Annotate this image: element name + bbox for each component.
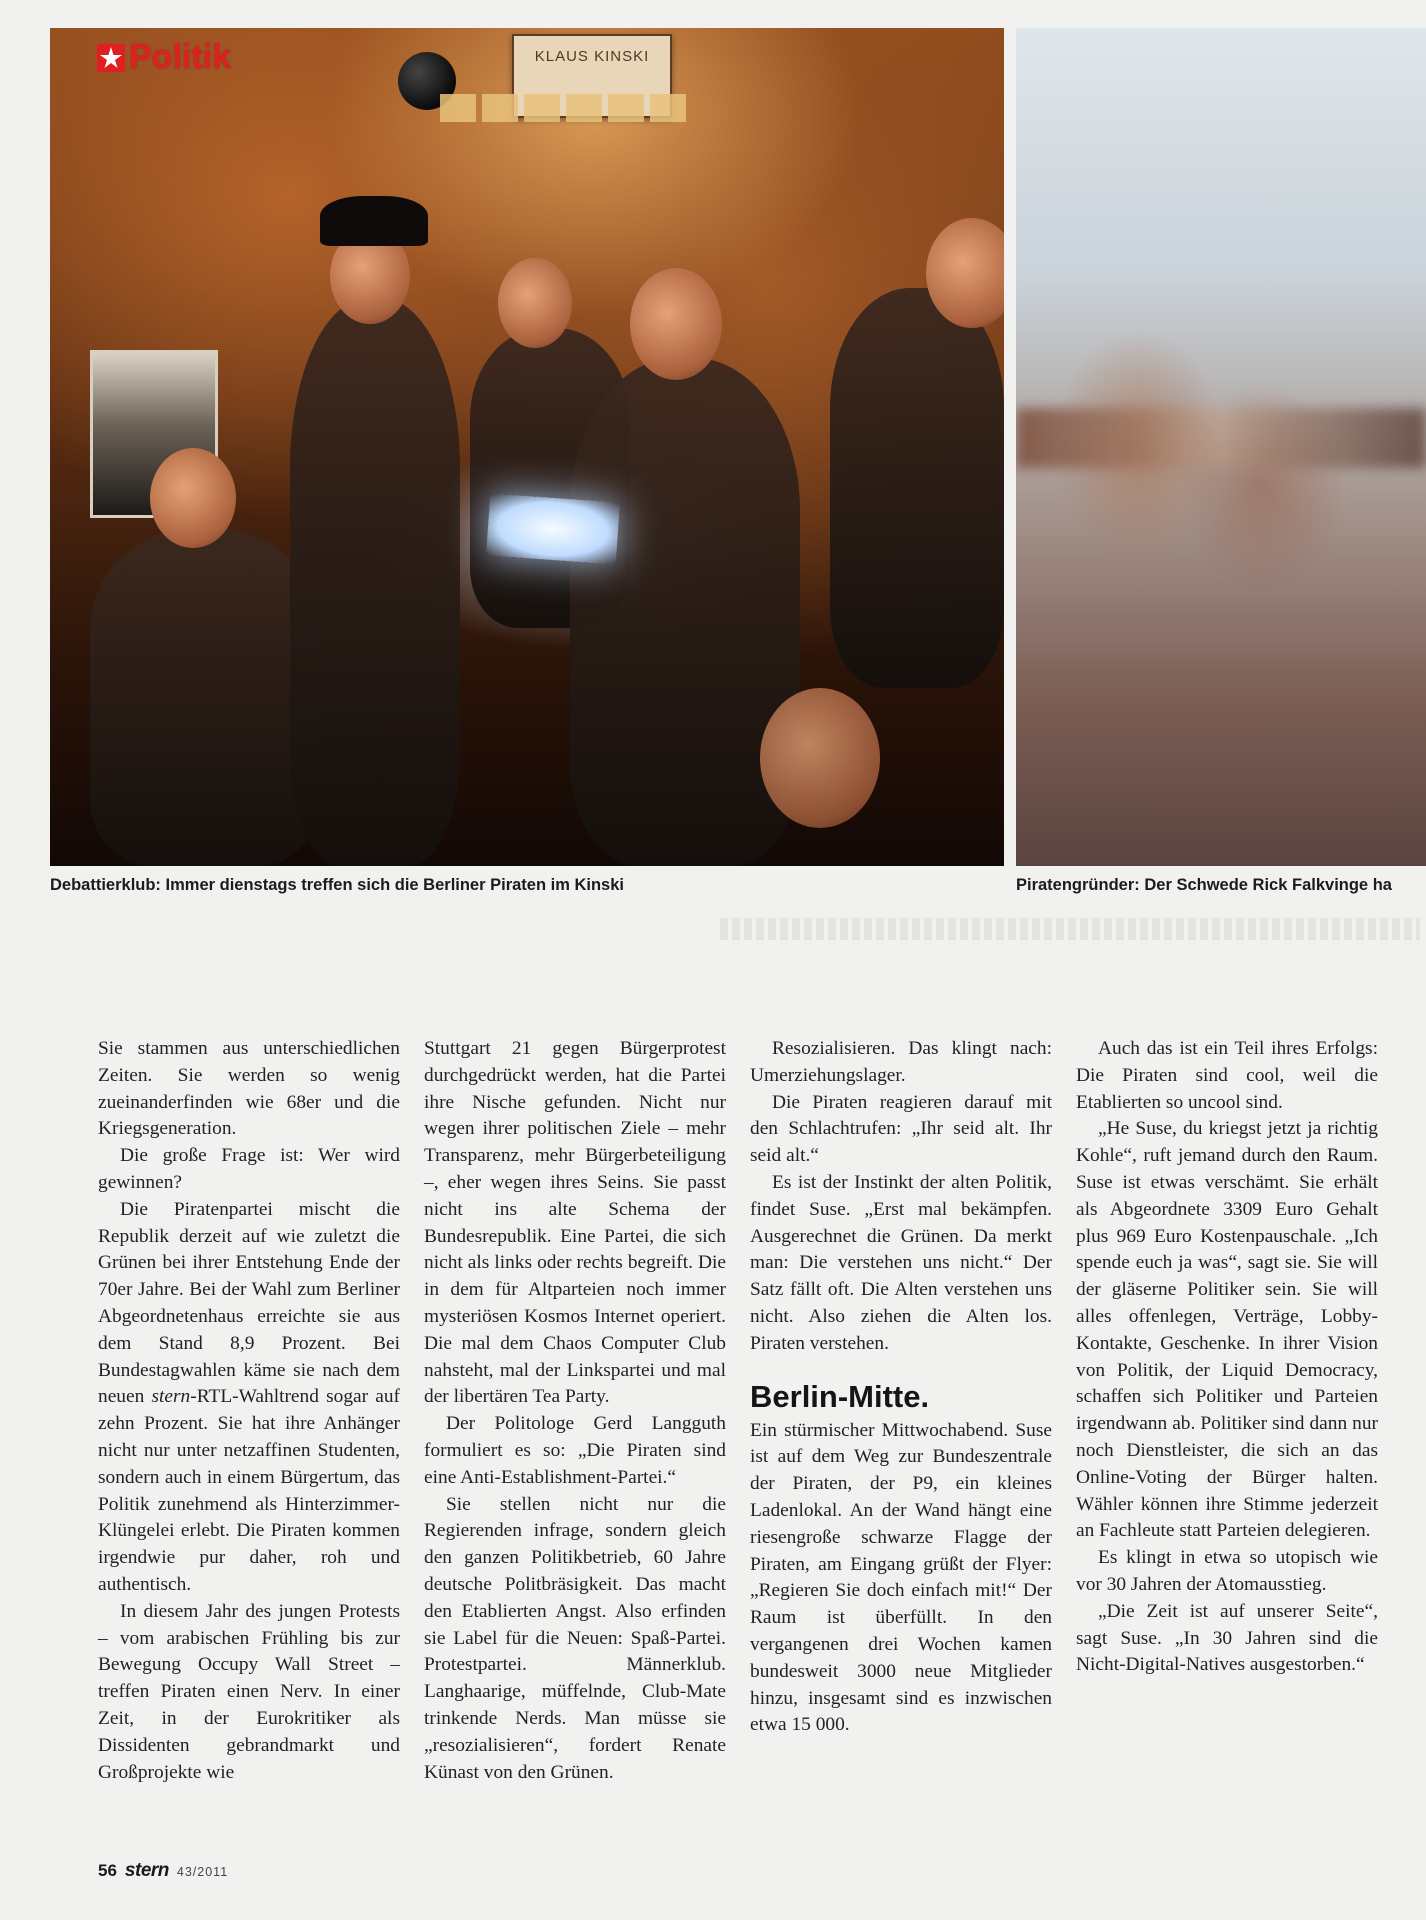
person-striped-shirt xyxy=(570,358,800,866)
paragraph: „He Suse, du kriegst jetzt ja richtig Kohle“, ruft jemand durch den Raum. Suse ist etwas verschämt. Sie erhält als Abgeordnete 3309 Euro Gehalt plus 969 Euro Kostenpauschale. „Ich spende euch ja was“, sagt sie. Sie will der gläserne Politiker sein. Sie will alles offenlegen, Verträge, Lobby-Kontakte, Geschenke. In ihrer Vision von Politik, der Liquid Democracy, schaffen sich Politiker und Parteien irgendwann ab. Politiker sind dann nur noch Dienstleister, die sich an das Online-Voting der Bürger halten. Wähler können ihre Stimme jederzeit an Fachleute statt Parteien delegieren. xyxy=(1076,1118,1378,1542)
paragraph-part: -RTL-Wahltrend sogar auf zehn Prozent. Sie hat ihre Anhänger nicht nur unter netzaffinen Studenten, sondern auch in einem Bürgertum, das Politik zunehmend als Hinterzimmer-Klüngelei erlebt. Die Piraten kommen irgendwie pur daher, roh und authentisch. xyxy=(98,1386,400,1595)
wall-note xyxy=(608,94,644,122)
person-hat xyxy=(290,298,460,866)
issue-number: 43/2011 xyxy=(176,1865,229,1879)
person-foreground-head xyxy=(760,688,880,828)
paragraph: Ein stürmischer Mittwochabend. Suse ist auf dem Weg zur Bundeszentrale der Piraten, der P9, ein kleines Ladenlokal. An der Wand hängt eine riesengroße schwarze Flagge der Piraten, am Eingang grüßt der Flyer: „Regieren Sie doch einfach mit!“ Der Raum ist überfüllt. In den vergangenen drei Wochen kamen bundesweit 3000 neue Mitglieder hinzu, insgesamt sind es inzwischen etwa 15 000. xyxy=(750,1419,1052,1736)
paragraph: Auch das ist ein Teil ihres Erfolgs: Die Piraten sind cool, weil die Etablierten so uncool sind. xyxy=(1076,1038,1378,1113)
rubric-label xyxy=(97,38,231,77)
article-column-3 xyxy=(750,1036,1052,1739)
page-footer xyxy=(98,1860,228,1882)
paragraph: Es ist der Instinkt der alten Politik, findet Suse. „Erst mal bekämpfen. Ausgerechnet die Grünen. Da merkt man: Die verstehen uns nicht.“ Der Satz fällt oft. Die Alten verstehen uns nicht. Also ziehen die Alten los. Piraten verstehen. xyxy=(750,1171,1052,1354)
wall-note xyxy=(566,94,602,122)
article-column-1 xyxy=(98,1036,400,1786)
paragraph: Es klingt in etwa so utopisch wie vor 30 Jahren der Atomausstieg. xyxy=(1076,1547,1378,1595)
paragraph: Der Politologe Gerd Langguth formuliert es so: „Die Piraten sind eine Anti-Establishment-Partei.“ xyxy=(424,1413,726,1488)
wall-note xyxy=(650,94,686,122)
side-photo-caption: Piratengründer: Der Schwede Rick Falkvinge ha xyxy=(1016,876,1392,894)
paragraph: Resozialisieren. Das klingt nach: Umerziehungslager. xyxy=(750,1038,1052,1086)
stern-star-icon xyxy=(97,44,125,72)
paragraph: In diesem Jahr des jungen Protests – vom arabischen Frühling bis zur Bewegung Occupy Wall Street – treffen Piraten einen Nerv. In einer Zeit, in der Eurokritiker als Dissidenten gebrandmarkt und Großprojekte wie xyxy=(98,1600,400,1783)
hat-icon xyxy=(320,196,428,246)
person-head xyxy=(150,448,236,548)
paragraph: Sie stellen nicht nur die Regierenden infrage, sondern gleich den ganzen Politikbetrieb, 60 Jahre deutsche Politbräsigkeit. Das macht den Etablierten Angst. Also erfinden sie Label für die Neuen: Spaß-Partei. Protestpartei. Männerklub. Langhaarige, müffelnde, Club-Mate trinkende Nerds. Man müsse sie „resozialisieren“, fordert Renate Künast von den Grünen. xyxy=(424,1493,726,1783)
wall-notes xyxy=(440,94,686,122)
blurred-bar-counter xyxy=(1016,408,1426,468)
magazine-logo: stern xyxy=(124,1860,169,1881)
paragraph: „Die Zeit ist auf unserer Seite“, sagt Suse. „In 30 Jahren sind die Nicht-Digital-Natives ausgestorben.“ xyxy=(1076,1600,1378,1676)
paragraph: Stuttgart 21 gegen Bürgerprotest durchgedrückt werden, hat die Partei ihre Nische gefunden. Nicht nur wegen ihrer politischen Ziele – mehr Transparenz, mehr Bürgerbeteiligung –, eher wegen ihres Seins. Sie passt nicht ins alte Schema der Bundesrepublik. Eine Partei, die sich nicht als links oder rechts begreift. Die in dem für Altparteien noch immer mysteriösen Kosmos Internet operiert. Die mal dem Chaos Computer Club nahsteht, mal der Linkspartei und mal der libertären Tea Party. xyxy=(424,1038,726,1408)
person-head xyxy=(630,268,722,380)
kinski-sign-text: KLAUS KINSKI xyxy=(534,48,650,65)
paragraph-part: Die Piratenpartei mischt die Republik derzeit auf wie zuletzt die Grünen bei ihrer Entstehung Ende der 70er Jahre. Bei der Wahl zum Berliner Abgeordnetenhaus erreichte sie aus dem Stand 8,9 Prozent. Bei Bundestagwahlen käme sie nach dem neuen xyxy=(98,1198,400,1408)
stern-inline: stern xyxy=(151,1386,191,1408)
person-head xyxy=(498,258,572,348)
article-column-2 xyxy=(424,1036,726,1786)
paragraph xyxy=(98,1197,400,1599)
wall-note xyxy=(440,94,476,122)
page-number: 56 xyxy=(98,1861,117,1880)
article-column-4 xyxy=(1076,1036,1378,1679)
wall-note xyxy=(524,94,560,122)
main-photo-caption: Debattierklub: Immer dienstags treffen sich die Berliner Piraten im Kinski xyxy=(50,876,624,894)
rubric-text: Politik xyxy=(129,38,232,76)
main-photo xyxy=(50,28,1004,866)
wall-note xyxy=(482,94,518,122)
paragraph: Die Piraten reagieren darauf mit den Schlachtrufen: „Ihr seid alt. Ihr seid alt.“ xyxy=(750,1091,1052,1167)
person-glasses xyxy=(830,288,1004,688)
side-photo xyxy=(1016,28,1426,866)
paragraph: Sie stammen aus unterschiedlichen Zeiten. Sie werden so wenig zueinanderfinden wie 68er und die Kriegsgeneration. xyxy=(98,1038,400,1140)
bleed-through-text xyxy=(720,918,1420,940)
section-subhead: Berlin-Mitte. xyxy=(750,1378,930,1414)
glowing-tablet xyxy=(486,494,620,565)
paragraph: Die große Frage ist: Wer wird gewinnen? xyxy=(98,1145,400,1193)
person-seated-left xyxy=(90,528,320,866)
